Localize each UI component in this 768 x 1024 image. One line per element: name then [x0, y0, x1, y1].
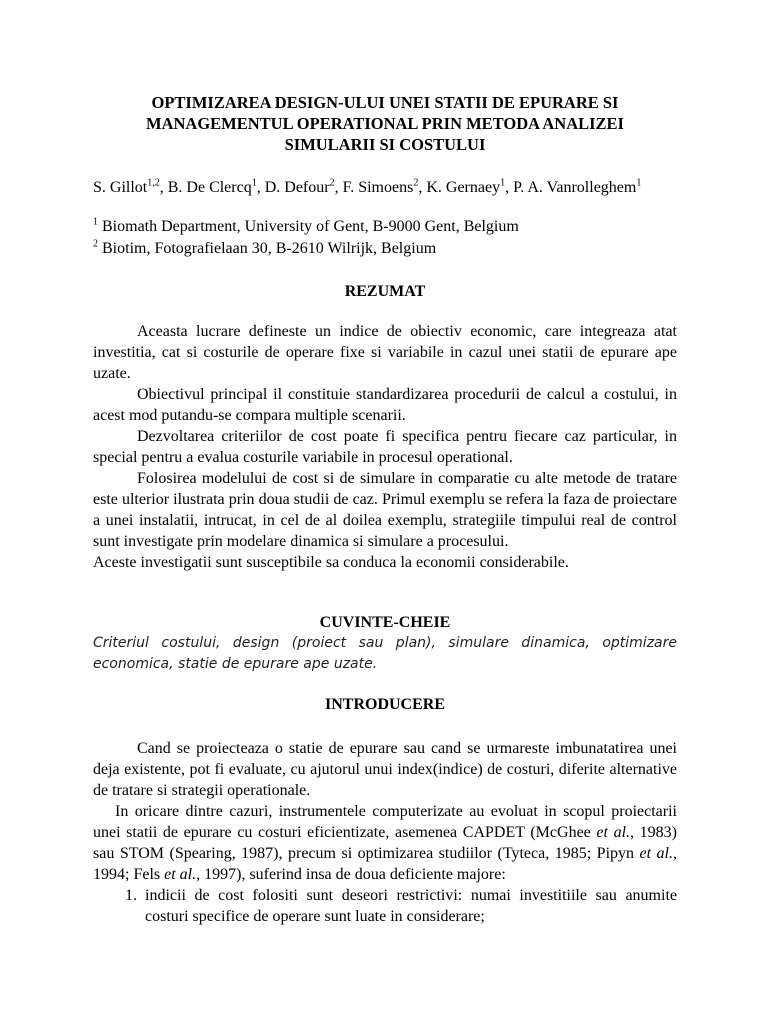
- intro-text: , 1994; Fels: [93, 845, 678, 883]
- author-name: D. Defour: [264, 179, 330, 196]
- author-affiliation-mark: 2: [329, 177, 335, 189]
- author-name: S. Gillot: [93, 179, 148, 196]
- intro-paragraph: [93, 801, 677, 885]
- author-affiliation-mark: 2: [413, 177, 419, 189]
- affiliation-1: [93, 216, 519, 237]
- citation-etal: et al.: [164, 866, 197, 883]
- introduction-heading: INTRODUCERE: [324, 696, 445, 713]
- title-line-2: MANAGEMENTUL OPERATIONAL PRIN METODA ANALIZEI: [146, 114, 624, 133]
- affiliation-2: [93, 238, 436, 259]
- keywords-text: Criteriul costului, design (proiect sau plan), simulare dinamica, optimizare economica, statie de epurare ape uzate.: [93, 635, 677, 672]
- title-line-3: SIMULARII SI COSTULUI: [284, 135, 486, 154]
- abstract-paragraph: Aceasta lucrare defineste un indice de obiectiv economic, care integreaza atat investitia, cat si costurile de operare fixe si variabile in cazul unei statii de epurare ape uzate.: [93, 323, 677, 382]
- author-name: F. Simoens: [342, 179, 414, 196]
- paper-title: [93, 92, 677, 155]
- affiliation-number: 1: [93, 216, 98, 228]
- author-name: K. Gernaey: [426, 179, 501, 196]
- citation-etal: et al.: [596, 824, 631, 841]
- author-name: P. A. Vanrolleghem: [513, 179, 637, 196]
- list-item: 1. indicii de cost folositi sunt deseori restrictivi: numai investitiile sau anumite costuri specifice de operare sunt luate in considerare;: [141, 885, 677, 927]
- author-affiliation-mark: 1: [251, 177, 257, 189]
- intro-paragraph: Cand se proiecteaza o statie de epurare sau cand se urmareste imbunatatirea unei deja existente, pot fi evaluate, cu ajutorul unui index(indice) de costuri, diferite alternative de tratare si strategii operationale.: [93, 740, 677, 799]
- affiliation-text: Biomath Department, University of Gent, B-9000 Gent, Belgium: [102, 218, 519, 235]
- affiliation-number: 2: [93, 238, 98, 250]
- citation-etal: et al.: [639, 845, 674, 862]
- author-affiliation-mark: 1: [500, 177, 506, 189]
- abstract-body: [93, 321, 677, 573]
- title-line-1: OPTIMIZAREA DESIGN-ULUI UNEI STATII DE EPURARE SI: [151, 93, 619, 112]
- abstract-paragraph: Obiectivul principal il constituie standardizarea procedurii de calcul a costului, in acest mod putandu-se compara multiple scenarii.: [93, 386, 677, 424]
- abstract-paragraph: Dezvoltarea criteriilor de cost poate fi specifica pentru fiecare caz particular, in special pentru a evalua costurile variabile in procesul operational.: [93, 428, 677, 466]
- deficiency-list: [93, 885, 677, 927]
- abstract-heading: REZUMAT: [344, 283, 426, 300]
- abstract-paragraph: Aceste investigatii sunt susceptibile sa conduca la economii considerabile.: [93, 554, 569, 571]
- intro-text: , 1997), suferind insa de doua deficiente majore:: [196, 866, 506, 883]
- author-affiliation-mark: 1,2: [147, 177, 160, 189]
- intro-text: In oricare dintre cazuri, instrumentele computerizate au evoluat in scopul proiectarii unei statii de epurare cu costuri eficientizate, asemenea CAPDET (McGhee: [93, 803, 677, 841]
- intro-text: , 1983) sau STOM (Spearing, 1987), precum si optimizarea studiilor (Tyteca, 1985; Pipyn: [93, 824, 678, 862]
- abstract-paragraph: Folosirea modelului de cost si de simulare in comparatie cu alte metode de tratare este ulterior ilustrata prin doua studii de caz. Primul exemplu se refera la faza de proiectare a unei instalatii, intrucat, in cel de al doilea exemplu, strategiile timpului real de control sunt investigate prin modelare dinamica si simulare a procesului.: [93, 470, 677, 550]
- author-affiliation-mark: 1: [636, 177, 642, 189]
- introduction-body: [93, 738, 677, 927]
- affiliation-text: Biotim, Fotografielaan 30, B-2610 Wilrijk, Belgium: [102, 240, 437, 257]
- author-list: S. Gillot$^{1,2}$, B. De Clercq$^1$, D. Defour$^2$, F. Simoens$^2$, K. Gernaey$^1$, P. A. Vanrolleghem$^1$: [93, 177, 642, 196]
- keywords-heading: CUVINTE-CHEIE: [319, 614, 451, 631]
- author-name: B. De Clercq: [167, 179, 252, 196]
